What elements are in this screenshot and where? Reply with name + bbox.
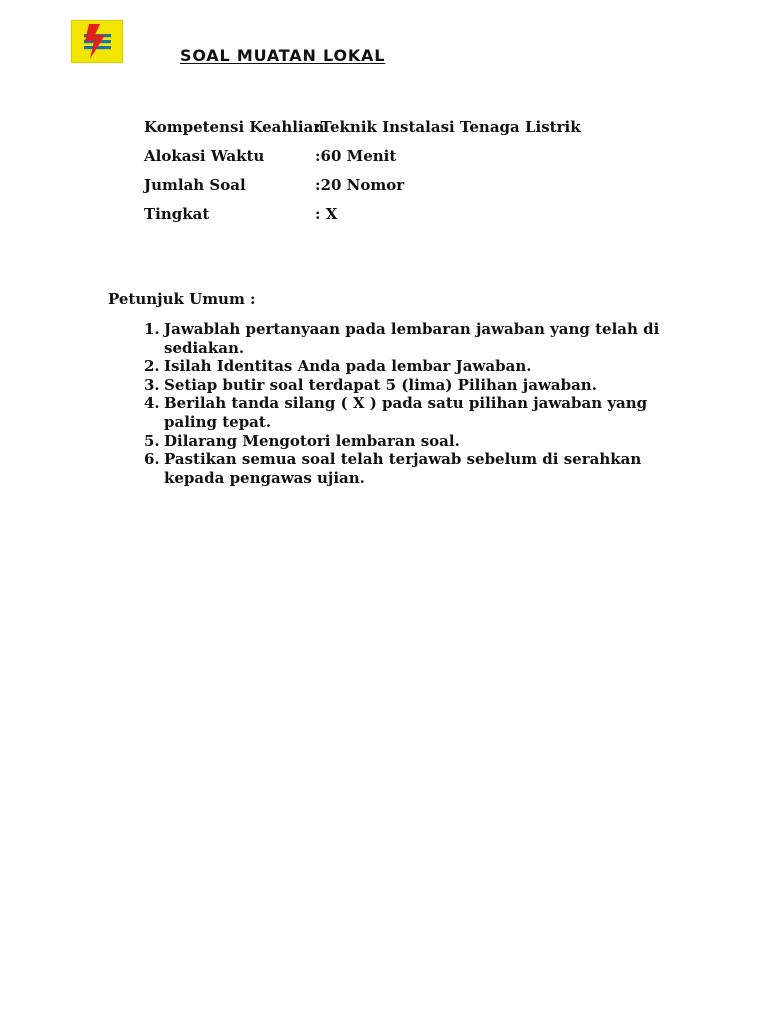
- list-item-number: 6.: [144, 450, 160, 469]
- info-value: :Teknik Instalasi Tenaga Listrik: [315, 118, 581, 136]
- info-value: :20 Nomor: [315, 176, 405, 194]
- list-item-number: 5.: [144, 431, 160, 450]
- list-item-number: 2.: [144, 357, 160, 376]
- info-row-alokasi-waktu: [144, 145, 581, 174]
- list-item-text: Dilarang Mengotori lembaran soal.: [164, 431, 460, 450]
- instructions-list: [144, 320, 664, 487]
- info-row-kompetensi: [144, 116, 581, 145]
- list-item-text: Setiap butir soal terdapat 5 (lima) Pilihan jawaban.: [164, 375, 597, 394]
- list-item: [144, 432, 664, 451]
- list-item-text: Berilah tanda silang ( X ) pada satu pilihan jawaban yang paling tepat.: [164, 394, 648, 431]
- info-label: Jumlah Soal: [144, 176, 246, 194]
- info-label: Tingkat: [144, 205, 210, 223]
- info-value: :60 Menit: [315, 147, 397, 165]
- info-row-tingkat: [144, 203, 581, 232]
- pln-lightning-logo-icon: [71, 20, 123, 63]
- instructions-heading: Petunjuk Umum :: [108, 290, 256, 308]
- list-item-number: 3.: [144, 375, 160, 394]
- info-label: Kompetensi Keahlian: [144, 118, 325, 136]
- info-value: : X: [315, 205, 338, 223]
- info-row-jumlah-soal: [144, 174, 581, 203]
- list-item-text: Pastikan semua soal telah terjawab sebelum di serahkan kepada pengawas ujian.: [164, 450, 642, 487]
- list-item: [144, 450, 664, 487]
- list-item: [144, 376, 664, 395]
- info-label: Alokasi Waktu: [144, 147, 265, 165]
- list-item-text: Jawablah pertanyaan pada lembaran jawaban yang telah di sediakan.: [164, 320, 660, 357]
- page-title: SOAL MUATAN LOKAL: [180, 46, 386, 65]
- list-item-text: Isilah Identitas Anda pada lembar Jawaban.: [164, 357, 532, 376]
- exam-info-table: [144, 116, 581, 232]
- list-item: [144, 394, 664, 431]
- list-item: [144, 320, 664, 357]
- list-item-number: 1.: [144, 320, 160, 338]
- list-item-number: 4.: [144, 394, 160, 413]
- list-item: [144, 357, 664, 376]
